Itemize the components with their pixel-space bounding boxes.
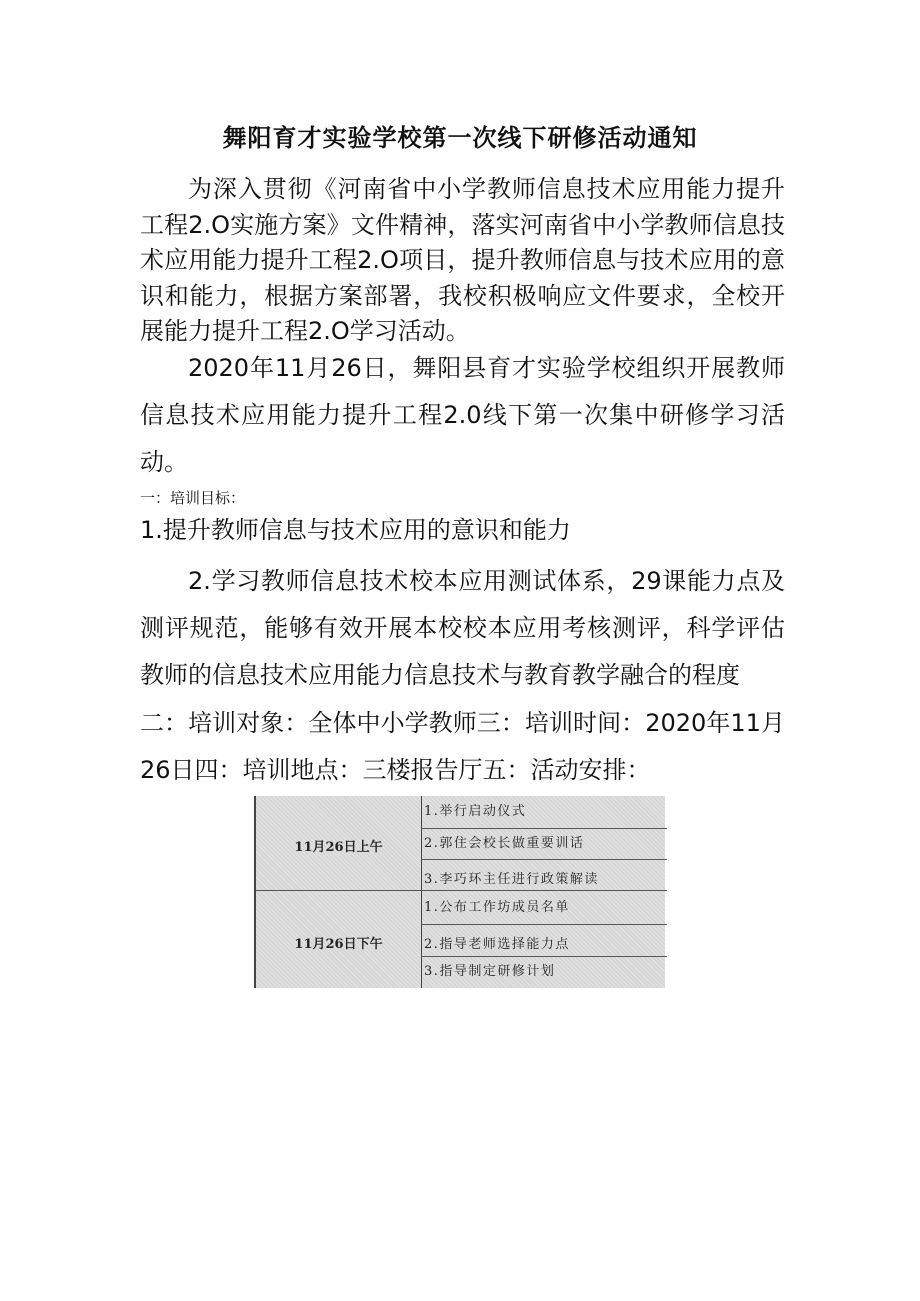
schedule-item: 1.举行启动仪式 (424, 804, 527, 819)
goal-item-1: 1.提升教师信息与技术应用的意识和能力 (140, 516, 571, 544)
table-divider-vertical (421, 796, 422, 988)
intro-paragraph: 为深入贯彻《河南省中小学教师信息技术应用能力提升工程2.O实施方案》文件精神，落实河南省中小学教师信息技术应用能力提升工程2.O项目，提升教师信息与技术应用的意识和能力，根据方案部署，我校积极响应文件要求，全校开展能力提升工程2.O学习活动。 (140, 175, 785, 345)
schedule-item: 2.郭住会校长做重要训话 (424, 836, 585, 851)
event-paragraph: 2020年11月26日，舞阳县育才实验学校组织开展教师信息技术应用能力提升工程2.0线下第一次集中研修学习活动。 (140, 354, 785, 476)
page-title: 舞阳育才实验学校第一次线下研修活动通知 (222, 124, 698, 152)
table-divider-row (421, 924, 667, 925)
table-divider-row (421, 956, 667, 957)
goal-heading: 一：培训目标： (140, 489, 246, 507)
schedule-item: 1.公布工作坊成员名单 (424, 900, 570, 915)
session-date-afternoon: 11月26日下午 (294, 937, 383, 952)
schedule-item: 3.李巧环主任进行政策解读 (424, 872, 599, 887)
schedule-item: 3.指导制定研修计划 (424, 964, 556, 979)
table-divider-row (421, 859, 667, 860)
goal-item-2: 2.学习教师信息技术校本应用测试体系，29课能力点及测评规范，能够有效开展本校校本应用考核测评，科学评估教师的信息技术应用能力信息技术与教育教学融合的程度 (140, 567, 785, 689)
table-divider-session (256, 890, 667, 891)
schedule-table (254, 796, 665, 988)
table-divider-row (421, 828, 667, 829)
session-date-morning: 11月26日上午 (294, 840, 383, 855)
training-details: 二：培训对象：全体中小学教师三：培训时间：2020年11月26日四：培训地点：三楼报告厅五：活动安排： (140, 709, 785, 784)
schedule-item: 2.指导老师选择能力点 (424, 937, 570, 952)
